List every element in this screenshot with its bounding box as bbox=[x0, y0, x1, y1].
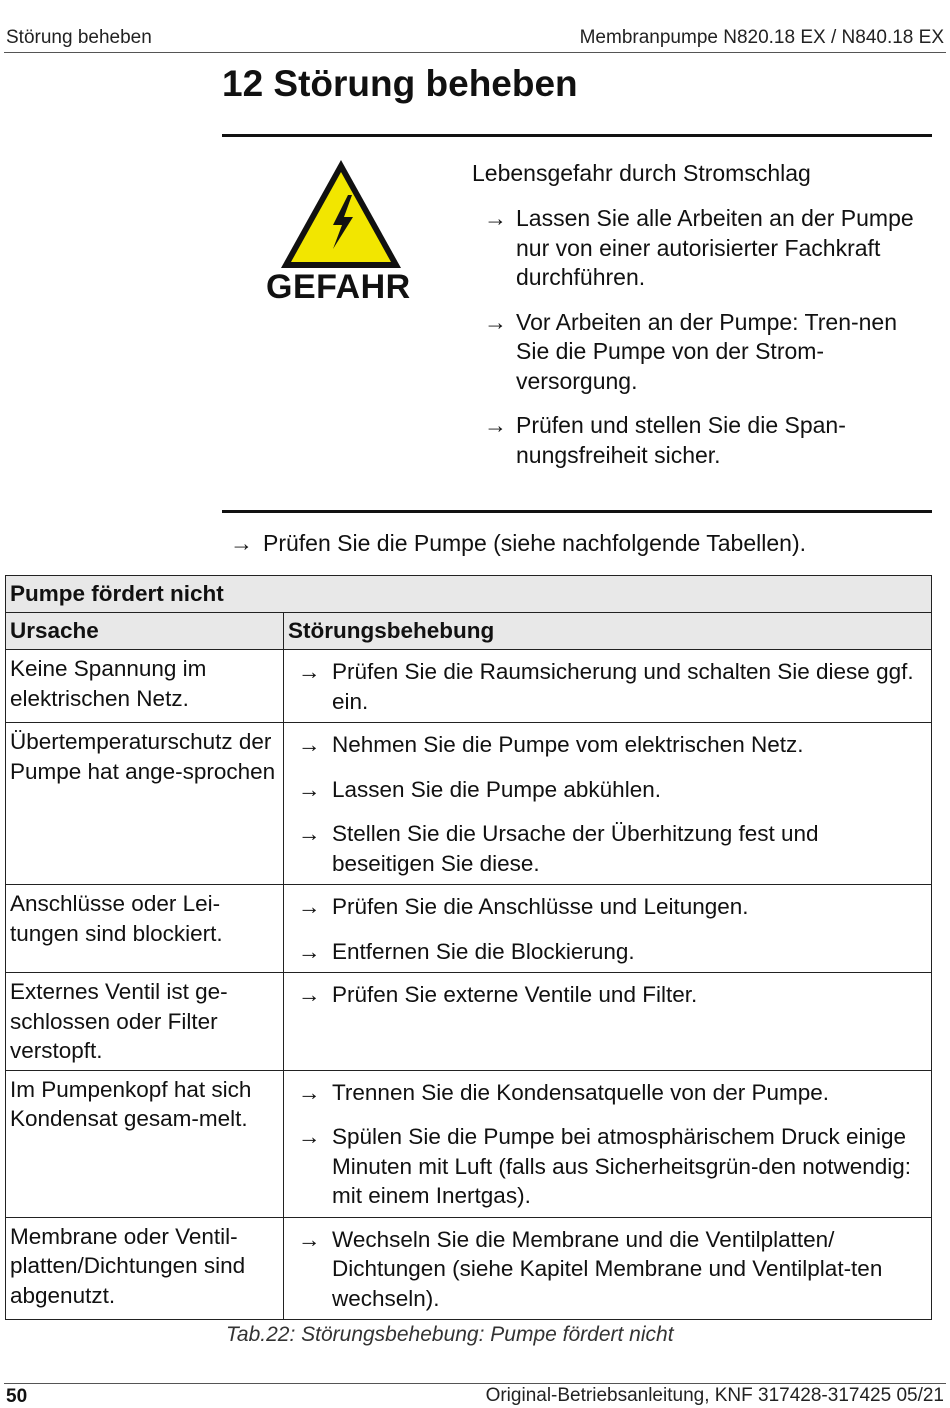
arrow-icon: → bbox=[298, 776, 321, 802]
signal-word: GEFAHR bbox=[266, 268, 411, 306]
footer-document-info: Original-Betriebsanleitung, KNF 317428-317425 05/21 bbox=[485, 1385, 944, 1406]
arrow-icon: → bbox=[484, 308, 507, 335]
arrow-icon: → bbox=[298, 821, 321, 846]
fix-cell bbox=[284, 1070, 932, 1217]
running-header-product: Membranpumpe N820.18 EX / N840.18 EX bbox=[579, 27, 944, 48]
cause-cell: Im Pumpenkopf hat sich Kondensat gesam-melt. bbox=[6, 1070, 284, 1217]
table-row bbox=[6, 1070, 932, 1217]
check-instruction bbox=[230, 530, 806, 557]
fix-instruction bbox=[298, 819, 921, 878]
fix-instruction bbox=[298, 1078, 921, 1108]
fix-cell bbox=[284, 650, 932, 723]
footer-divider bbox=[4, 1383, 946, 1384]
chapter-title: 12 Störung beheben bbox=[222, 63, 578, 104]
fix-cell bbox=[284, 885, 932, 973]
fix-instruction-text: Trennen Sie die Kondensatquelle von der Pumpe. bbox=[332, 1079, 829, 1105]
danger-instruction bbox=[484, 204, 924, 293]
fix-instruction bbox=[298, 980, 921, 1010]
cause-cell: Externes Ventil ist ge-schlossen oder Filter verstopft. bbox=[6, 973, 284, 1071]
arrow-icon: → bbox=[298, 938, 321, 964]
arrow-icon: → bbox=[298, 982, 321, 1007]
arrow-icon: → bbox=[298, 1226, 321, 1252]
danger-instruction-text: Prüfen und stellen Sie die Span-nungsfreiheit sicher. bbox=[516, 412, 846, 468]
arrow-icon: → bbox=[230, 530, 253, 556]
fix-instruction bbox=[298, 1225, 921, 1314]
fix-instruction bbox=[298, 1122, 921, 1211]
fix-instruction bbox=[298, 937, 921, 967]
arrow-icon: → bbox=[298, 894, 321, 919]
safety-notice-bottom-rule bbox=[222, 510, 932, 513]
header-divider bbox=[4, 52, 946, 53]
page-number: 50 bbox=[6, 1386, 28, 1407]
high-voltage-warning-icon bbox=[278, 157, 404, 271]
table-title: Pumpe fördert nicht bbox=[6, 576, 932, 613]
cause-cell: Keine Spannung im elektrischen Netz. bbox=[6, 650, 284, 723]
fix-instruction-text: Lassen Sie die Pumpe abkühlen. bbox=[332, 776, 661, 802]
fix-cell bbox=[284, 1217, 932, 1320]
fix-instruction-text: Entfernen Sie die Blockierung. bbox=[332, 938, 635, 964]
fix-instruction-text: Wechseln Sie die Membrane und die Ventilplatten/ Dichtungen (siehe Kapitel Membrane und Ventilplat-ten wechseln). bbox=[332, 1226, 883, 1311]
danger-instruction bbox=[484, 411, 924, 470]
table-row bbox=[6, 650, 932, 723]
arrow-icon: → bbox=[298, 1124, 321, 1149]
fix-instruction bbox=[298, 730, 921, 760]
fix-instruction-text: Prüfen Sie externe Ventile und Filter. bbox=[332, 982, 698, 1007]
arrow-icon: → bbox=[484, 205, 507, 231]
table-caption: Tab.22: Störungsbehebung: Pumpe fördert nicht bbox=[226, 1323, 674, 1346]
arrow-icon: → bbox=[484, 412, 507, 438]
table-body bbox=[6, 650, 932, 1320]
danger-instruction-text: Lassen Sie alle Arbeiten an der Pumpe nur von einer autorisierter Fachkraft durchführen. bbox=[516, 205, 914, 290]
fix-instruction-text: Nehmen Sie die Pumpe vom elektrischen Netz. bbox=[332, 732, 804, 757]
fix-instruction bbox=[298, 775, 921, 805]
table-row bbox=[6, 885, 932, 973]
fix-instruction-text: Prüfen Sie die Raumsicherung und schalten Sie diese ggf. ein. bbox=[332, 659, 914, 714]
danger-instruction-text: Vor Arbeiten an der Pumpe: Tren-nen Sie die Pumpe von der Strom-versorgung. bbox=[516, 308, 898, 394]
fix-instruction-text: Spülen Sie die Pumpe bei atmosphärischem Druck einige Minuten mit Luft (falls aus Sicherheitsgrün-den notwendig: mit einem Inertgas). bbox=[332, 1124, 912, 1208]
cause-cell: Anschlüsse oder Lei-tungen sind blockiert. bbox=[6, 885, 284, 973]
column-header-cause: Ursache bbox=[6, 613, 284, 650]
table-row bbox=[6, 973, 932, 1071]
arrow-icon: → bbox=[298, 1079, 321, 1105]
running-header-section: Störung beheben bbox=[6, 27, 152, 48]
arrow-icon: → bbox=[298, 659, 321, 684]
column-header-fix: Störungsbehebung bbox=[284, 613, 932, 650]
table-row bbox=[6, 723, 932, 885]
cause-cell: Übertemperaturschutz der Pumpe hat ange-sprochen bbox=[6, 723, 284, 885]
cause-cell: Membrane oder Ventil-platten/Dichtungen sind abgenutzt. bbox=[6, 1217, 284, 1320]
table-row bbox=[6, 1217, 932, 1320]
check-instruction-text: Prüfen Sie die Pumpe (siehe nachfolgende Tabellen). bbox=[263, 530, 806, 556]
fault-table bbox=[5, 575, 932, 1320]
danger-instruction-list bbox=[484, 204, 924, 485]
fix-instruction-text: Prüfen Sie die Anschlüsse und Leitungen. bbox=[332, 894, 749, 919]
safety-notice-top-rule bbox=[222, 134, 932, 137]
fix-cell bbox=[284, 723, 932, 885]
danger-instruction bbox=[484, 308, 924, 397]
fix-instruction bbox=[298, 657, 921, 716]
danger-title: Lebensgefahr durch Stromschlag bbox=[472, 160, 811, 186]
fix-instruction bbox=[298, 892, 921, 922]
fix-cell bbox=[284, 973, 932, 1071]
arrow-icon: → bbox=[298, 732, 321, 757]
fix-instruction-text: Stellen Sie die Ursache der Überhitzung fest und beseitigen Sie diese. bbox=[332, 821, 819, 876]
